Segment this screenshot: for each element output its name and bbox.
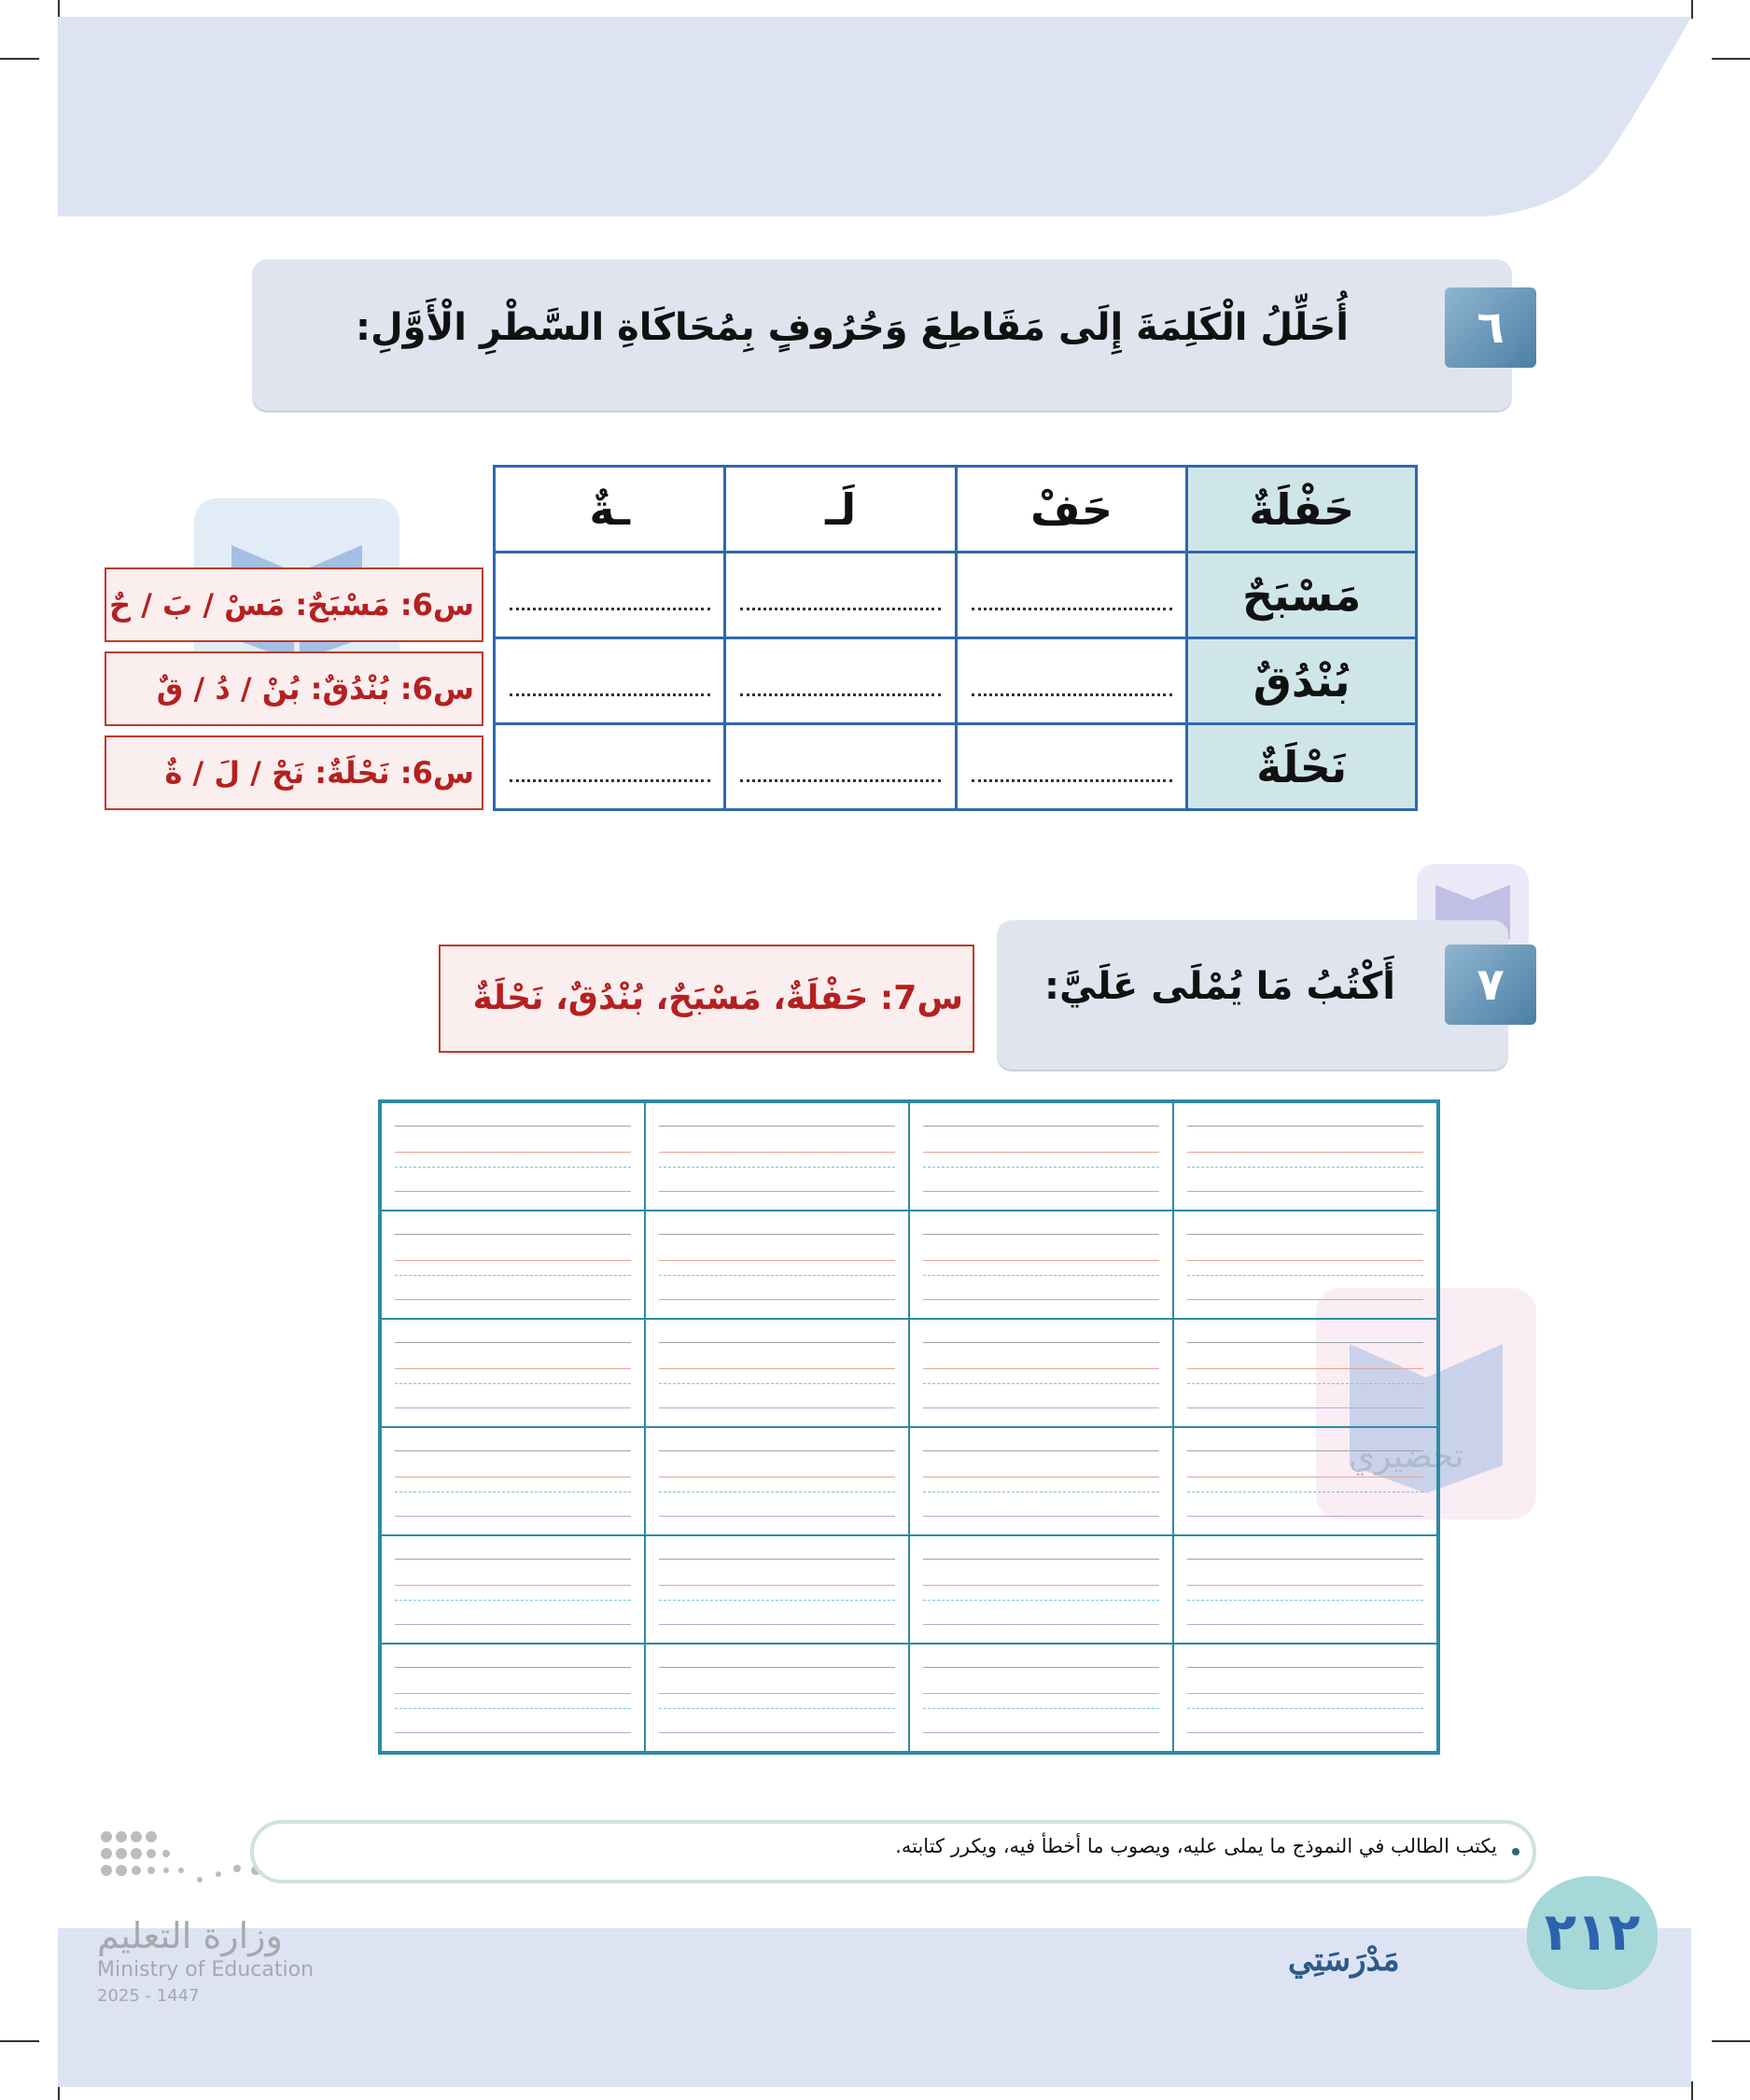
table-row (495, 638, 1417, 724)
writing-cell[interactable] (1173, 1319, 1437, 1427)
writing-cell[interactable] (1173, 1644, 1437, 1752)
syllable-table (493, 465, 1418, 811)
writing-grid (378, 1099, 1440, 1755)
blank-cell[interactable] (725, 553, 956, 638)
dotted-line (972, 693, 1172, 696)
teacher-note-box (250, 1820, 1536, 1883)
crop-mark (1712, 2040, 1750, 2042)
crop-mark (0, 2040, 39, 2042)
crop-mark (58, 0, 60, 19)
dotted-line (740, 608, 941, 610)
answer-box-q7: س7: حَفْلَةٌ، مَسْبَحٌ، بُنْدُقٌ، نَحْلَةٌ (439, 945, 974, 1053)
crop-mark (1712, 58, 1750, 60)
ministry-name-arabic: وزارة التعليم (97, 1915, 283, 1956)
dotted-line (972, 608, 1172, 610)
answer-box-q6-row4: س6: نَحْلَةٌ: نَحْ / لَ / ةٌ (105, 735, 483, 810)
writing-cell[interactable] (381, 1102, 645, 1211)
writing-cell[interactable] (645, 1427, 909, 1535)
writing-cell[interactable] (381, 1535, 645, 1644)
table-row (495, 724, 1417, 810)
footer-bar (58, 1928, 1691, 2087)
writing-cell[interactable] (645, 1211, 909, 1319)
dotted-line (972, 779, 1172, 782)
writing-cell[interactable] (381, 1644, 645, 1752)
q6-number: ٦ (1445, 287, 1536, 368)
dotted-line (510, 693, 710, 696)
crop-mark (1691, 2081, 1693, 2100)
blank-cell[interactable] (956, 638, 1186, 724)
writing-cell[interactable] (645, 1102, 909, 1211)
page-number: ٢١٢ (1527, 1876, 1658, 1990)
writing-cell[interactable] (909, 1211, 1173, 1319)
blank-cell[interactable] (495, 724, 725, 810)
writing-cell[interactable] (645, 1644, 909, 1752)
dotted-line (510, 608, 710, 610)
dotted-line (740, 779, 941, 782)
writing-cell[interactable] (909, 1319, 1173, 1427)
blank-cell[interactable] (956, 724, 1186, 810)
writing-cell[interactable] (1173, 1211, 1437, 1319)
table-cell: ـةٌ (495, 467, 725, 553)
table-row (495, 553, 1417, 638)
dotted-line (740, 693, 941, 696)
blank-cell[interactable] (495, 638, 725, 724)
table-word: نَحْلَةٌ (1187, 724, 1417, 810)
writing-cell[interactable] (909, 1644, 1173, 1752)
bullet-icon (1512, 1848, 1519, 1855)
edition-year: 2025 - 1447 (97, 1986, 200, 2006)
answer-box-q6-row3: س6: بُنْدُقٌ: بُنْ / دُ / قٌ (105, 651, 483, 726)
blank-cell[interactable] (725, 638, 956, 724)
writing-cell[interactable] (909, 1102, 1173, 1211)
q6-title: أُحَلِّلُ الْكَلِمَةَ إِلَى مَقَاطِعَ وَحُرُوفٍ بِمُحَاكَاةِ السَّطْرِ الْأَوَّلِ: (355, 306, 1349, 349)
table-word: حَفْلَةٌ (1187, 467, 1417, 553)
blank-cell[interactable] (725, 724, 956, 810)
ministry-name-english: Ministry of Education (97, 1958, 315, 1981)
table-word: بُنْدُقٌ (1187, 638, 1417, 724)
writing-cell[interactable] (1173, 1535, 1437, 1644)
writing-cell[interactable] (909, 1535, 1173, 1644)
teacher-note: يكتب الطالب في النموذج ما يملى عليه، ويصوب ما أخطأ فيه، ويكرر كتابته. (895, 1835, 1497, 1857)
blank-cell[interactable] (956, 553, 1186, 638)
writing-cell[interactable] (645, 1535, 909, 1644)
crop-mark (1691, 0, 1693, 19)
dotted-line (510, 779, 710, 782)
table-word: مَسْبَحٌ (1187, 553, 1417, 638)
writing-cell[interactable] (381, 1319, 645, 1427)
blank-cell[interactable] (495, 553, 725, 638)
watermark-text: تحضيري (1349, 1437, 1464, 1476)
writing-cell[interactable] (1173, 1102, 1437, 1211)
writing-cell[interactable] (381, 1211, 645, 1319)
table-cell: حَفْ (956, 467, 1186, 553)
crop-mark (0, 58, 39, 60)
answer-box-q6-row2: س6: مَسْبَحٌ: مَسْ / بَ / حٌ (105, 567, 483, 642)
writing-cell[interactable] (381, 1427, 645, 1535)
table-cell: لَـ (725, 467, 956, 553)
writing-cell[interactable] (1173, 1427, 1437, 1535)
writing-cell[interactable] (909, 1427, 1173, 1535)
q7-number: ٧ (1445, 945, 1536, 1025)
writing-cell[interactable] (645, 1319, 909, 1427)
table-row (495, 467, 1417, 553)
top-banner (58, 17, 1691, 217)
brand-name: مَدْرَسَتِي (1288, 1941, 1400, 1979)
q7-title: أَكْتُبُ مَا يُمْلَى عَلَيَّ: (1044, 965, 1395, 1008)
